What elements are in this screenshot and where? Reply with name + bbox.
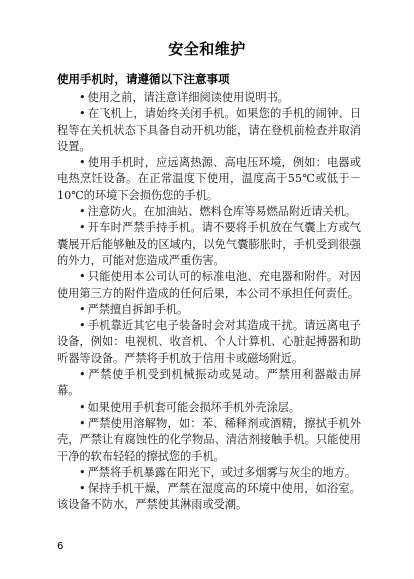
safety-item-text: 手机靠近其它电子装备时会对其造成干扰。请远离电子设备，例如：电视机、收音机、个人计算机、心脏起搏器和助听器等设备。严禁将手机放于信用卡或磁场附近。 — [57, 319, 361, 365]
safety-item-text: 严禁使用溶解物，如：苯、稀释剂或酒精，擦拭手机外壳，严禁让有腐蚀性的化学物品、清洁剂接触手机。只能使用干净的软布轻轻的擦拭您的手机。 — [57, 416, 361, 463]
safety-item-text: 注意防火。在加油站、燃料仓库等易燃品附近请关机。 — [87, 205, 357, 219]
bullet-icon: • — [79, 368, 86, 382]
bullet-icon: • — [79, 221, 86, 235]
safety-item-5 — [57, 220, 361, 269]
bullet-icon: • — [79, 270, 86, 284]
safety-item-text: 使用手机时，应远离热源、高电压环境，例如：电器或电热烹饪设备。在正常温度下使用，温度高于55℃或低于－10℃的环境下会损伤您的手机。 — [57, 156, 361, 202]
bullet-icon: • — [79, 156, 86, 170]
safety-item-1 — [57, 90, 361, 106]
safety-item-13 — [57, 481, 361, 514]
page-title: 安全和维护 — [168, 40, 246, 58]
safety-item-6 — [57, 269, 361, 302]
bullet-icon: • — [79, 319, 86, 333]
safety-item-2 — [57, 106, 361, 155]
safety-item-text: 严禁使手机受到机械振动或晃动。严禁用利器敲击屏幕。 — [57, 368, 361, 398]
safety-item-9 — [57, 367, 361, 400]
safety-item-text: 严禁将手机暴露在阳光下，或过多烟雾与灰尘的地方。 — [87, 465, 357, 479]
section-heading: 使用手机时，请遵循以下注意事项 — [57, 72, 230, 86]
safety-item-text: 开车时严禁手持手机。请不要将手机放在气囊上方或气囊展开后能够触及的区域内，以免气囊膨胀时，手机受到很强的外力，可能对您造成严重伤害。 — [57, 221, 361, 267]
safety-item-text: 只能使用本公司认可的标准电池、充电器和附件。对因使用第三方的附件造成的任何后果，本公司不承担任何责任。 — [57, 270, 361, 300]
safety-item-3 — [57, 155, 361, 204]
bullet-icon: • — [79, 302, 86, 316]
bullet-icon: • — [79, 416, 86, 430]
safety-item-7 — [57, 302, 361, 318]
safety-list — [57, 90, 361, 514]
safety-item-11 — [57, 416, 361, 465]
safety-item-8 — [57, 318, 361, 367]
bullet-icon: • — [79, 91, 86, 104]
safety-item-12 — [57, 465, 361, 481]
bullet-icon: • — [79, 205, 86, 219]
bullet-icon: • — [79, 107, 86, 121]
bullet-icon: • — [79, 465, 86, 479]
safety-item-text: 在飞机上，请始终关闭手机。如果您的手机的闹钟、日程等在关机状态下具备自动开机功能，请在登机前检查并取消设置。 — [57, 107, 361, 153]
safety-item-text: 保持手机干燥，严禁在湿度高的环境中使用，如浴室。该设备不防水，严禁使其淋雨或受潮。 — [57, 482, 361, 512]
safety-item-10 — [57, 400, 361, 416]
safety-item-4 — [57, 204, 361, 220]
safety-item-text: 使用之前，请注意详细阅读使用说明书。 — [87, 91, 289, 104]
safety-item-text: 如果使用手机套可能会损坏手机外壳涂层。 — [87, 400, 301, 414]
bullet-icon: • — [79, 400, 86, 414]
safety-item-text: 严禁擅自拆卸手机。 — [87, 302, 189, 316]
page-number: 6 — [57, 541, 64, 552]
bullet-icon: • — [79, 482, 86, 496]
